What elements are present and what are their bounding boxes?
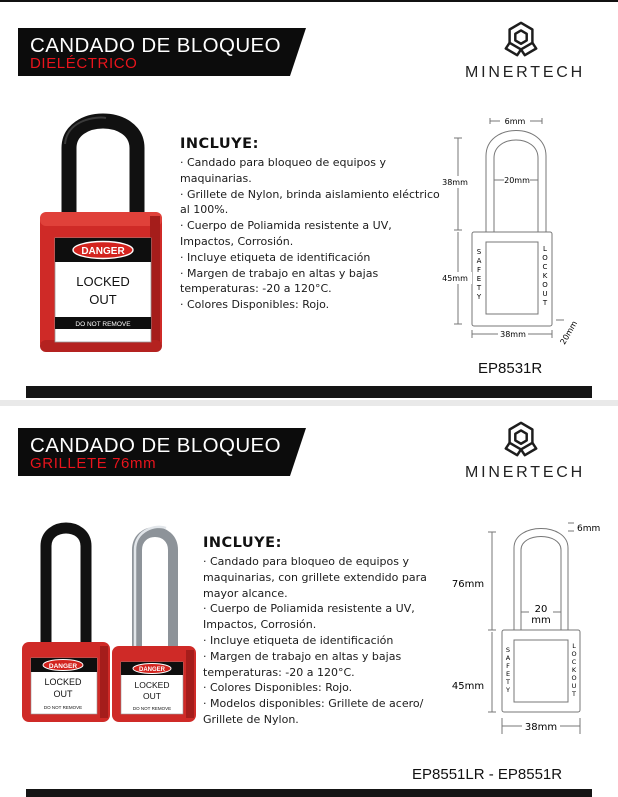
footer-bar xyxy=(26,386,592,398)
list-item: · Colores Disponibles: Rojo. xyxy=(203,681,353,695)
dim-top-label: 6mm xyxy=(504,117,526,126)
side-letter: T xyxy=(572,690,576,698)
footer-bar xyxy=(26,789,592,797)
tag-note-text: DO NOT REMOVE xyxy=(75,321,131,328)
minertech-logo-icon xyxy=(502,20,540,58)
side-letter: T xyxy=(506,678,510,686)
dim-body-height-label: 45mm xyxy=(442,274,468,283)
minertech-logo-icon xyxy=(502,420,540,458)
list-item: · Grillete de Nylon, brinda aislamiento eléctrico al 100%. xyxy=(180,187,440,217)
tag-out-text: OUT xyxy=(143,691,161,701)
list-item: · Cuerpo de Poliamida resistente a UV, Impactos, Corrosión. xyxy=(203,602,415,632)
dim-shackle-height-label: 38mm xyxy=(442,178,468,187)
dim-top-label: 6mm xyxy=(577,524,601,534)
technical-drawing xyxy=(450,518,606,740)
includes-block xyxy=(180,134,440,313)
banner-title: CANDADO DE BLOQUEO xyxy=(30,434,281,457)
title-banner xyxy=(18,428,306,476)
side-letter: O xyxy=(571,674,577,682)
tag-out-text: OUT xyxy=(89,292,117,307)
side-letter: F xyxy=(506,662,510,670)
side-letter: A xyxy=(476,257,482,265)
dim-inner-label: 20mm xyxy=(504,176,530,185)
dim-inner-label: 20 xyxy=(534,604,548,615)
dim-body-width-label: 38mm xyxy=(524,722,558,733)
side-letter: O xyxy=(542,254,548,262)
side-letter: K xyxy=(571,666,577,674)
side-letter: L xyxy=(543,245,547,253)
side-letter: O xyxy=(571,650,577,658)
list-item: · Margen de trabajo en altas y bajas temperaturas: -20 a 120°C. xyxy=(203,649,402,679)
side-letter: S xyxy=(505,646,511,654)
brand xyxy=(455,20,595,90)
side-letter: K xyxy=(542,272,548,280)
model-code: EP8551LR - EP8551R xyxy=(412,766,563,783)
tag-locked-text: LOCKED xyxy=(134,680,170,690)
side-letter: L xyxy=(572,642,576,650)
side-letter: U xyxy=(542,290,548,298)
side-letter: S xyxy=(476,248,482,256)
padlock-photo xyxy=(16,520,202,726)
brand-name: MINERTECH xyxy=(464,464,586,481)
banner-subtitle: GRILLETE 76mm xyxy=(30,455,157,472)
includes-block xyxy=(203,533,455,728)
banner-title: CANDADO DE BLOQUEO xyxy=(30,34,281,57)
list-item: · Margen de trabajo en altas y bajas temperaturas: -20 a 120°C. xyxy=(180,266,379,296)
side-letter: O xyxy=(542,281,548,289)
side-letter: U xyxy=(571,682,577,690)
tag-locked-text: LOCKED xyxy=(44,677,82,687)
side-letter: E xyxy=(476,275,482,283)
tag-danger-text: DANGER xyxy=(138,667,166,673)
list-item: · Candado para bloqueo de equipos y maquinarias, con grillete extendido para mayor alcance. xyxy=(203,555,427,600)
dim-body-width-label: 38mm xyxy=(500,330,526,339)
side-letter: T xyxy=(542,299,548,307)
side-letter: E xyxy=(505,670,511,678)
technical-drawing xyxy=(430,108,600,346)
dim-depth-label: 20mm xyxy=(558,319,580,346)
list-item: · Candado para bloqueo de equipos y maquinarias. xyxy=(180,156,386,185)
list-item: · Incluye etiqueta de identificación xyxy=(203,633,394,647)
list-item: · Cuerpo de Poliamida resistente a UV, Impactos, Corrosión. xyxy=(180,219,392,248)
banner-subtitle: DIELÉCTRICO xyxy=(30,55,138,72)
list-item: · Modelos disponibles: Grillete de acero/ Grillete de Nylon. xyxy=(203,697,424,726)
tag-locked-text: LOCKED xyxy=(76,274,130,289)
list-item: · Incluye etiqueta de identificación xyxy=(180,250,371,264)
brand-name: MINERTECH xyxy=(464,64,586,81)
includes-title: INCLUYE: xyxy=(203,535,282,551)
list-item: · Colores Disponibles: Rojo. xyxy=(180,298,330,312)
side-letter: C xyxy=(542,263,548,271)
model-code: EP8531R xyxy=(478,360,543,377)
dim-inner-unit-label: mm xyxy=(531,615,551,626)
side-letter: Y xyxy=(506,686,510,694)
tag-note-text: DO NOT REMOVE xyxy=(43,705,83,710)
side-letter: A xyxy=(505,654,511,662)
side-letter: Y xyxy=(476,293,482,301)
includes-list xyxy=(203,554,455,728)
side-letter: T xyxy=(476,284,482,292)
padlock-photo xyxy=(36,104,170,360)
tag-note-text: DO NOT REMOVE xyxy=(132,706,172,711)
tag-danger-text: DANGER xyxy=(48,663,78,670)
tag-danger-text: DANGER xyxy=(81,246,125,257)
title-banner xyxy=(18,28,306,76)
dim-body-height-label: 45mm xyxy=(451,681,485,692)
brand xyxy=(455,420,595,490)
includes-title: INCLUYE: xyxy=(180,136,259,152)
side-letter: F xyxy=(476,266,482,274)
includes-list xyxy=(180,155,440,313)
dim-shackle-height-label: 76mm xyxy=(451,579,485,590)
product-section-76mm xyxy=(0,404,618,797)
side-letter: C xyxy=(571,658,577,666)
tag-out-text: OUT xyxy=(53,689,73,699)
